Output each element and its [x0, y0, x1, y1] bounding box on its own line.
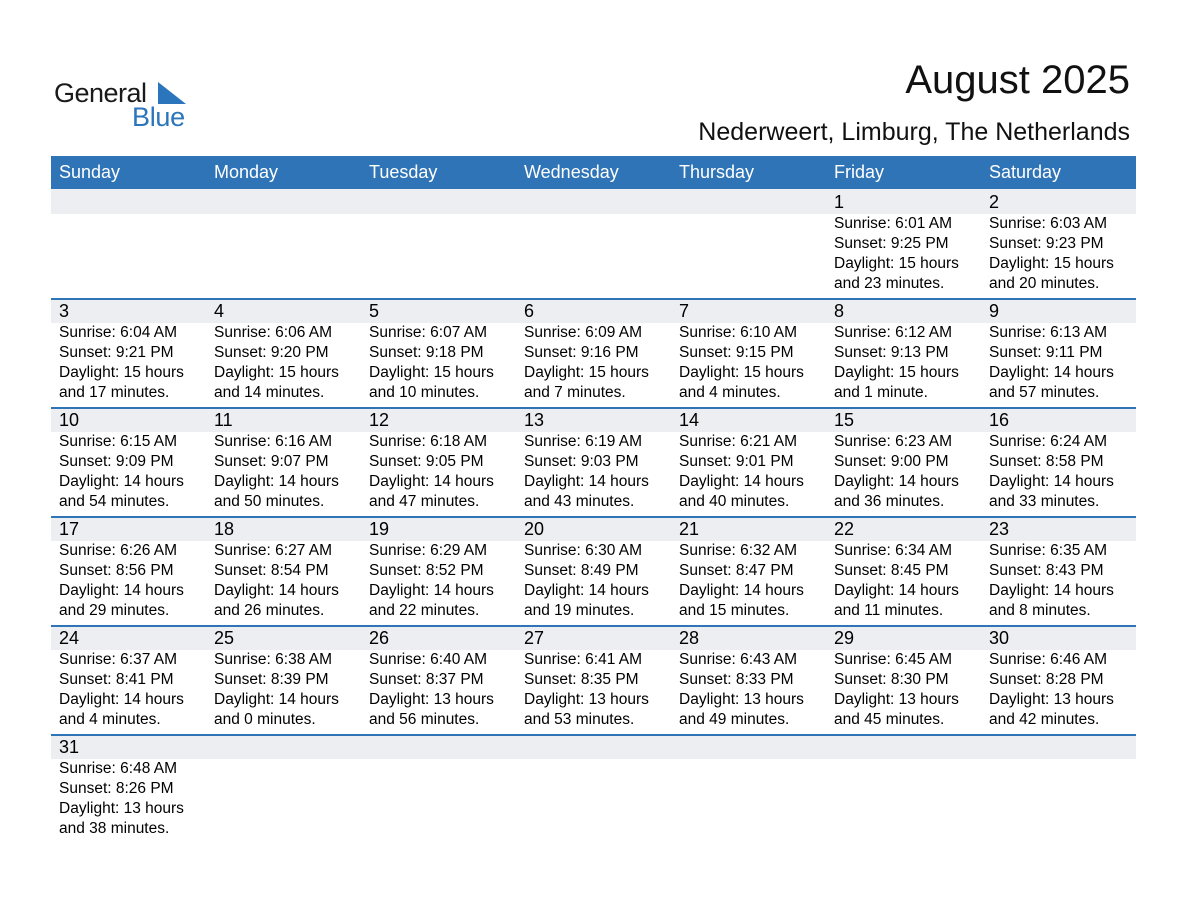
day-number: 19	[369, 519, 390, 539]
empty-day-cell	[671, 734, 826, 839]
daylight-hours: Daylight: 15 hours	[834, 364, 959, 381]
sunrise-time: Sunrise: 6:26 AM	[59, 542, 178, 559]
empty-day-cell	[826, 734, 981, 839]
day-number: 8	[834, 301, 845, 321]
day-cell	[981, 407, 1136, 512]
daylight-minutes: and 53 minutes.	[524, 711, 635, 728]
sunrise-time: Sunrise: 6:35 AM	[989, 542, 1108, 559]
sunrise-time: Sunrise: 6:16 AM	[214, 433, 333, 450]
day-number: 21	[679, 519, 700, 539]
daylight-minutes: and 56 minutes.	[369, 711, 480, 728]
empty-day-cell	[51, 189, 206, 294]
daylight-hours: Daylight: 15 hours	[524, 364, 649, 381]
empty-day-cell	[671, 189, 826, 294]
week-row	[51, 407, 1136, 516]
week-row	[51, 734, 1136, 843]
sunrise-time: Sunrise: 6:40 AM	[369, 651, 488, 668]
sunset-time: Sunset: 9:15 PM	[679, 344, 794, 361]
daylight-minutes: and 49 minutes.	[679, 711, 790, 728]
day-number: 11	[214, 410, 233, 430]
sunrise-time: Sunrise: 6:32 AM	[679, 542, 798, 559]
day-cell	[981, 298, 1136, 403]
daylight-hours: Daylight: 14 hours	[679, 473, 804, 490]
daylight-hours: Daylight: 15 hours	[369, 364, 494, 381]
location-subtitle: Nederweert, Limburg, The Netherlands	[698, 118, 1130, 146]
day-number: 15	[834, 410, 855, 430]
daylight-minutes: and 26 minutes.	[214, 602, 325, 619]
day-cell	[206, 298, 361, 403]
weekday-header: Wednesday	[524, 162, 619, 182]
sunrise-time: Sunrise: 6:38 AM	[214, 651, 333, 668]
daylight-minutes: and 7 minutes.	[524, 384, 626, 401]
daylight-hours: Daylight: 14 hours	[214, 473, 339, 490]
sunrise-time: Sunrise: 6:06 AM	[214, 324, 333, 341]
daylight-minutes: and 8 minutes.	[989, 602, 1091, 619]
day-number: 28	[679, 628, 700, 648]
sunrise-time: Sunrise: 6:04 AM	[59, 324, 178, 341]
daylight-minutes: and 33 minutes.	[989, 493, 1100, 510]
daylight-hours: Daylight: 14 hours	[369, 582, 494, 599]
day-number: 22	[834, 519, 855, 539]
logo	[54, 78, 194, 130]
daylight-minutes: and 17 minutes.	[59, 384, 170, 401]
sunset-time: Sunset: 9:25 PM	[834, 235, 949, 252]
daylight-minutes: and 4 minutes.	[59, 711, 161, 728]
sunrise-time: Sunrise: 6:01 AM	[834, 215, 953, 232]
sunrise-time: Sunrise: 6:19 AM	[524, 433, 643, 450]
daylight-hours: Daylight: 13 hours	[369, 691, 494, 708]
sunrise-time: Sunrise: 6:48 AM	[59, 760, 178, 777]
daylight-minutes: and 29 minutes.	[59, 602, 170, 619]
sunrise-time: Sunrise: 6:12 AM	[834, 324, 953, 341]
sunset-time: Sunset: 8:47 PM	[679, 562, 794, 579]
day-cell	[671, 516, 826, 621]
day-number: 25	[214, 628, 235, 648]
sunset-time: Sunset: 8:58 PM	[989, 453, 1104, 470]
day-cell	[361, 407, 516, 512]
logo-text-general: General	[54, 78, 147, 108]
daylight-minutes: and 57 minutes.	[989, 384, 1100, 401]
day-cell	[51, 516, 206, 621]
daylight-minutes: and 19 minutes.	[524, 602, 635, 619]
sunrise-time: Sunrise: 6:37 AM	[59, 651, 178, 668]
sunset-time: Sunset: 9:18 PM	[369, 344, 484, 361]
daylight-hours: Daylight: 14 hours	[834, 582, 959, 599]
day-number: 23	[989, 519, 1010, 539]
day-cell	[361, 298, 516, 403]
sunrise-time: Sunrise: 6:07 AM	[369, 324, 488, 341]
daylight-hours: Daylight: 14 hours	[524, 473, 649, 490]
sunset-time: Sunset: 8:35 PM	[524, 671, 639, 688]
day-cell	[516, 516, 671, 621]
daylight-hours: Daylight: 14 hours	[59, 473, 184, 490]
empty-day-cell	[361, 189, 516, 294]
sunrise-time: Sunrise: 6:30 AM	[524, 542, 643, 559]
day-cell	[361, 625, 516, 730]
day-cell	[361, 516, 516, 621]
daylight-hours: Daylight: 14 hours	[214, 691, 339, 708]
sunset-time: Sunset: 8:43 PM	[989, 562, 1104, 579]
weekday-header: Monday	[214, 162, 279, 182]
week-row	[51, 516, 1136, 625]
daylight-minutes: and 45 minutes.	[834, 711, 945, 728]
daylight-minutes: and 1 minute.	[834, 384, 928, 401]
weekday-header: Tuesday	[369, 162, 438, 182]
sunrise-time: Sunrise: 6:34 AM	[834, 542, 953, 559]
sunrise-time: Sunrise: 6:23 AM	[834, 433, 953, 450]
day-cell	[51, 625, 206, 730]
sunrise-time: Sunrise: 6:18 AM	[369, 433, 488, 450]
day-cell	[826, 625, 981, 730]
weekday-header: Thursday	[679, 162, 755, 182]
sunset-time: Sunset: 8:30 PM	[834, 671, 949, 688]
daylight-minutes: and 20 minutes.	[989, 275, 1100, 292]
weekday-header: Saturday	[989, 162, 1062, 182]
day-cell	[981, 625, 1136, 730]
day-number: 24	[59, 628, 80, 648]
day-number: 3	[59, 301, 70, 321]
week-row	[51, 298, 1136, 407]
day-cell	[516, 407, 671, 512]
day-number: 10	[59, 410, 80, 430]
daylight-minutes: and 42 minutes.	[989, 711, 1100, 728]
daylight-hours: Daylight: 13 hours	[679, 691, 804, 708]
week-row	[51, 625, 1136, 734]
daylight-minutes: and 43 minutes.	[524, 493, 635, 510]
daylight-hours: Daylight: 14 hours	[214, 582, 339, 599]
daylight-minutes: and 40 minutes.	[679, 493, 790, 510]
sunset-time: Sunset: 9:20 PM	[214, 344, 329, 361]
daylight-hours: Daylight: 14 hours	[989, 364, 1114, 381]
daylight-minutes: and 50 minutes.	[214, 493, 325, 510]
daylight-hours: Daylight: 13 hours	[834, 691, 959, 708]
daylight-minutes: and 14 minutes.	[214, 384, 325, 401]
day-number: 26	[369, 628, 390, 648]
day-cell	[51, 734, 206, 839]
sunset-time: Sunset: 8:41 PM	[59, 671, 174, 688]
daylight-hours: Daylight: 14 hours	[834, 473, 959, 490]
daylight-hours: Daylight: 15 hours	[679, 364, 804, 381]
sunrise-time: Sunrise: 6:46 AM	[989, 651, 1108, 668]
day-number: 14	[679, 410, 700, 430]
daylight-minutes: and 22 minutes.	[369, 602, 480, 619]
daylight-hours: Daylight: 14 hours	[989, 582, 1114, 599]
sunset-time: Sunset: 8:54 PM	[214, 562, 329, 579]
sunset-time: Sunset: 8:26 PM	[59, 780, 174, 797]
daylight-minutes: and 36 minutes.	[834, 493, 945, 510]
empty-day-cell	[206, 189, 361, 294]
week-row	[51, 189, 1136, 298]
day-cell	[826, 298, 981, 403]
sunset-time: Sunset: 8:39 PM	[214, 671, 329, 688]
day-number: 4	[214, 301, 225, 321]
day-cell	[516, 625, 671, 730]
page-title: August 2025	[905, 58, 1130, 102]
sunset-time: Sunset: 9:05 PM	[369, 453, 484, 470]
day-number: 5	[369, 301, 380, 321]
daylight-hours: Daylight: 14 hours	[59, 691, 184, 708]
logo-text-blue: Blue	[132, 102, 185, 132]
sunset-time: Sunset: 9:07 PM	[214, 453, 329, 470]
empty-day-cell	[516, 189, 671, 294]
sunrise-time: Sunrise: 6:03 AM	[989, 215, 1108, 232]
day-cell	[206, 516, 361, 621]
day-number: 17	[59, 519, 80, 539]
day-number: 31	[59, 737, 80, 757]
day-number: 9	[989, 301, 1000, 321]
sunrise-time: Sunrise: 6:21 AM	[679, 433, 798, 450]
sunrise-time: Sunrise: 6:10 AM	[679, 324, 798, 341]
sunset-time: Sunset: 9:21 PM	[59, 344, 174, 361]
daylight-hours: Daylight: 14 hours	[369, 473, 494, 490]
sunrise-time: Sunrise: 6:09 AM	[524, 324, 643, 341]
daylight-minutes: and 47 minutes.	[369, 493, 480, 510]
sunrise-time: Sunrise: 6:15 AM	[59, 433, 178, 450]
day-cell	[981, 189, 1136, 294]
calendar-grid	[51, 156, 1136, 843]
sunrise-time: Sunrise: 6:13 AM	[989, 324, 1108, 341]
empty-day-cell	[206, 734, 361, 839]
day-cell	[206, 625, 361, 730]
day-number: 13	[524, 410, 545, 430]
daylight-minutes: and 15 minutes.	[679, 602, 790, 619]
sunset-time: Sunset: 8:33 PM	[679, 671, 794, 688]
day-cell	[51, 407, 206, 512]
empty-day-cell	[516, 734, 671, 839]
daylight-minutes: and 38 minutes.	[59, 820, 170, 837]
day-cell	[671, 625, 826, 730]
sunset-time: Sunset: 8:28 PM	[989, 671, 1104, 688]
day-cell	[51, 298, 206, 403]
sunset-time: Sunset: 8:45 PM	[834, 562, 949, 579]
day-cell	[981, 516, 1136, 621]
daylight-hours: Daylight: 15 hours	[214, 364, 339, 381]
daylight-hours: Daylight: 13 hours	[989, 691, 1114, 708]
day-cell	[671, 298, 826, 403]
weekday-header: Friday	[834, 162, 885, 182]
day-number: 18	[214, 519, 235, 539]
daylight-minutes: and 0 minutes.	[214, 711, 316, 728]
daylight-hours: Daylight: 15 hours	[59, 364, 184, 381]
day-number: 29	[834, 628, 855, 648]
day-cell	[516, 298, 671, 403]
day-cell	[826, 516, 981, 621]
day-number: 16	[989, 410, 1010, 430]
daylight-hours: Daylight: 15 hours	[989, 255, 1114, 272]
day-cell	[826, 189, 981, 294]
weekday-header: Sunday	[59, 162, 121, 182]
sunset-time: Sunset: 8:56 PM	[59, 562, 174, 579]
sunset-time: Sunset: 8:52 PM	[369, 562, 484, 579]
day-number: 1	[834, 192, 845, 212]
empty-day-cell	[361, 734, 516, 839]
day-cell	[826, 407, 981, 512]
daylight-minutes: and 23 minutes.	[834, 275, 945, 292]
day-number: 7	[679, 301, 690, 321]
daylight-hours: Daylight: 14 hours	[59, 582, 184, 599]
sunrise-time: Sunrise: 6:29 AM	[369, 542, 488, 559]
daylight-minutes: and 10 minutes.	[369, 384, 480, 401]
sunset-time: Sunset: 9:23 PM	[989, 235, 1104, 252]
weekday-header-row	[51, 156, 1136, 189]
daylight-hours: Daylight: 15 hours	[834, 255, 959, 272]
sunset-time: Sunset: 9:09 PM	[59, 453, 174, 470]
sunset-time: Sunset: 9:00 PM	[834, 453, 949, 470]
daylight-hours: Daylight: 13 hours	[524, 691, 649, 708]
daylight-hours: Daylight: 13 hours	[59, 800, 184, 817]
sunset-time: Sunset: 9:13 PM	[834, 344, 949, 361]
sunset-time: Sunset: 9:11 PM	[989, 344, 1103, 361]
daylight-minutes: and 54 minutes.	[59, 493, 170, 510]
daylight-hours: Daylight: 14 hours	[679, 582, 804, 599]
daylight-minutes: and 11 minutes.	[834, 602, 944, 619]
sunrise-time: Sunrise: 6:27 AM	[214, 542, 333, 559]
sunset-time: Sunset: 9:01 PM	[679, 453, 794, 470]
sunset-time: Sunset: 8:37 PM	[369, 671, 484, 688]
sunrise-time: Sunrise: 6:45 AM	[834, 651, 953, 668]
daylight-hours: Daylight: 14 hours	[524, 582, 649, 599]
empty-day-cell	[981, 734, 1136, 839]
sunrise-time: Sunrise: 6:43 AM	[679, 651, 798, 668]
day-number: 12	[369, 410, 390, 430]
day-cell	[671, 407, 826, 512]
daylight-hours: Daylight: 14 hours	[989, 473, 1114, 490]
sunset-time: Sunset: 9:16 PM	[524, 344, 639, 361]
daylight-minutes: and 4 minutes.	[679, 384, 781, 401]
day-number: 30	[989, 628, 1010, 648]
day-number: 6	[524, 301, 535, 321]
day-number: 2	[989, 192, 1000, 212]
day-number: 27	[524, 628, 545, 648]
sunset-time: Sunset: 8:49 PM	[524, 562, 639, 579]
day-number: 20	[524, 519, 545, 539]
sunrise-time: Sunrise: 6:41 AM	[524, 651, 643, 668]
day-cell	[206, 407, 361, 512]
sunset-time: Sunset: 9:03 PM	[524, 453, 639, 470]
sunrise-time: Sunrise: 6:24 AM	[989, 433, 1108, 450]
